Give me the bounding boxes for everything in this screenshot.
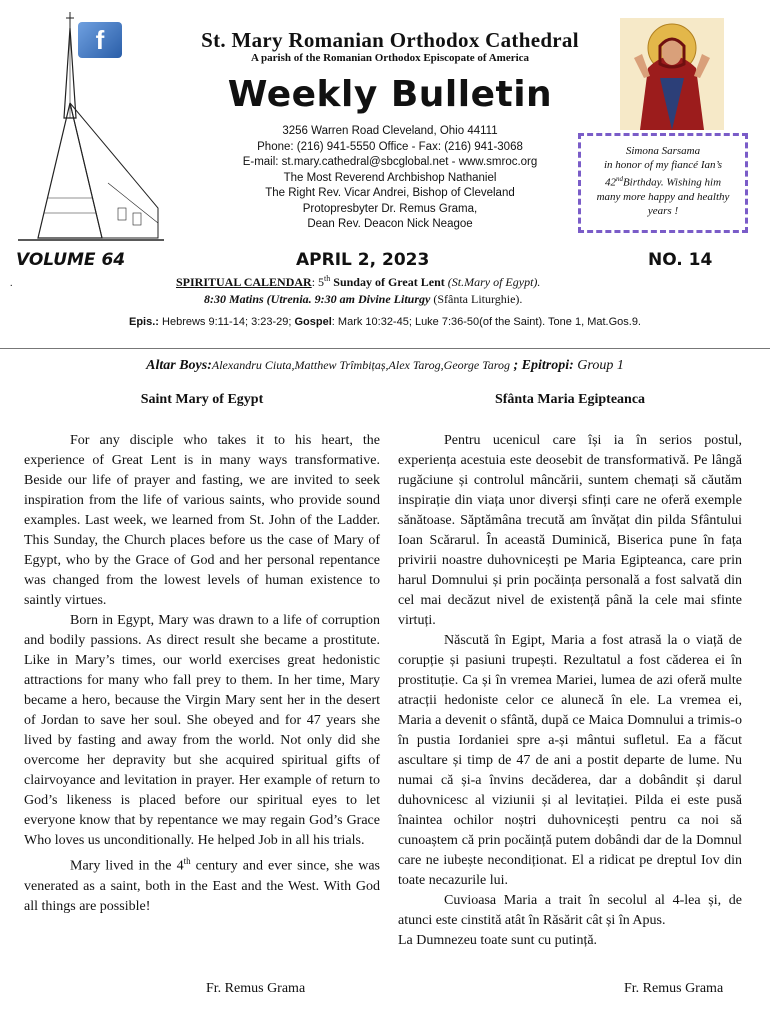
archbishop-line: The Most Reverend Archbishop Nathaniel bbox=[283, 171, 497, 184]
romanian-signature: Fr. Remus Grama bbox=[624, 981, 724, 996]
stray-mark: . bbox=[10, 278, 13, 289]
contact-block bbox=[190, 124, 590, 233]
english-article: For any disciple who takes it to his heart, the experience of Great Lent is in many ways transformative. Beside our life of prayer and fasting, we are invited to seek inspiration from the life of various saints, who provide sound examples. Last week, we learned from St. John of the Ladder. This Sunday, the Church places before us the case of Mary of Egypt, who by the Grace of God and her personal repentance was changed from the lowest levels of human existence to saintly virtues. Born in Egypt, Mary was drawn to a life of corruption and bodily passions. As direct result she became a prostitute. Like in Mary’s times, our world exercises great hedonistic attractions for many who fall prey to them. In her time, Mary became a hero, because the Virgin Mary sent her in the desert of Jordan to save her soul. She obeyed and for 47 years she lived by fasting and away from the world. Not only did she overcome her depravity but she acquired spiritual gifts of clairvoyance and levitation in prayer. Her example of return to God’s likeness is placed before our spiritual eyes to let everyone know that by repentance we may regain God’s Grace Who loves us unconditionally. He helped Job in all his trials. Mary lived in the 4th century and ever since, she was venerated as a saint, both in the East and the West. With God all things are possible! bbox=[24, 433, 381, 914]
issue-date: APRIL 2, 2023 bbox=[296, 250, 430, 270]
phone-line: Phone: (216) 941-5550 Office - Fax: (216) 941-3068 bbox=[257, 140, 523, 153]
bishop-line: The Right Rev. Vicar Andrei, Bishop of Cleveland bbox=[265, 187, 515, 199]
volume-label: VOLUME 64 bbox=[16, 250, 126, 270]
english-heading: Saint Mary of Egypt bbox=[140, 392, 264, 407]
divider bbox=[0, 348, 770, 349]
parish-subtitle: A parish of the Romanian Orthodox Episcopate of America bbox=[250, 52, 530, 64]
saint-mary-icon bbox=[620, 18, 724, 130]
protopresbyter-line: Protopresbyter Dr. Remus Grama, bbox=[302, 202, 478, 215]
address-line: 3256 Warren Road Cleveland, Ohio 44111 bbox=[282, 125, 498, 137]
romanian-article: Pentru ucenicul care își ia în serios postul, experiența acestuia este deosebit de transformativă. Pe lângă rugăciune și controlul mâncării, suntem chemați să căutăm inspirație din viața unor diverși sfinți care ne oferă exemple sănătoase. Săptămâna trecută am învățat din pilda Sfântului Ioan Scărarul. În această Duminică, Biserica pune în fața privirii noastre duhovnicești pe Maria Egipteanca, care prin harul Domnului și prin pocăința personală a fost salvată din cel mai decăzut nivel de existență până la cele mai sfinte virtuți. Născută în Egipt, Maria a fost atrasă la o viață de corupție și pasiuni trupești. Rezultatul a fost căderea ei în prostituție. Ca și în vremea Mariei, lumea de azi oferă multe atracții hedoniste celor ce alunecă în ele. La vremea ei, Maria a devenit o sfântă, după ce Maica Domnului a trimis-o în pustia Iordaniei spre a-și mântui sufletul. Ea a făcut ascultare și timp de 47 de ani a postit departe de lume. Nu numai că și-a învins decăderea, dar a dobândit și darul duhovnicesc al viziunii și al levitației. Pilda ei este pusă înaintea ochilor noștri duhovnicești pentru ca noi să cunoaștem că prin pocăință putem dobândi dar de la Domnul care ne iubește necondiționat. El a ridicat pe dreptul Iov din toate necazurile lui. Cuvioasa Maria a trait în secolul al 4-lea și, de atunci este cinstită atât în Răsărit cât și în Apus. La Dumnezeu toate sunt cu putință. bbox=[398, 433, 742, 948]
english-signature: Fr. Remus Grama bbox=[206, 981, 306, 996]
dean-line: Dean Rev. Deacon Nick Neagoe bbox=[307, 218, 473, 230]
email-line[interactable]: E-mail: st.mary.cathedral@sbcglobal.net - www.smroc.org bbox=[242, 156, 538, 168]
facebook-icon[interactable]: f bbox=[78, 22, 122, 58]
altar-boys-line: Altar Boys:Alexandru Ciuta,Matthew Trîmbițaș,Alex Tarog,George Tarog ; Epitropi: Group 1 bbox=[146, 358, 624, 373]
bulletin-title: Weekly Bulletin bbox=[227, 74, 553, 115]
scripture-readings: Epis.: Hebrews 9:11-14; 3:23-29; Gospel: Mark 10:32-45; Luke 7:36-50(of the Saint). Tone 1, Mat.Gos.9. bbox=[129, 316, 641, 328]
spiritual-calendar: SPIRITUAL CALENDAR: 5th Sunday of Great Lent (St.Mary of Egypt). 8:30 Matins (Utrenia. 9:30 am Divine Liturgy (Sfânta Liturghie). bbox=[176, 274, 541, 306]
dedication-box: Simona Sarsama in honor of my fiancé Ian’s 42ndBirthday. Wishing him many more happy and healthy years ! bbox=[578, 133, 748, 233]
romanian-heading: Sfânta Maria Egipteanca bbox=[494, 392, 646, 407]
issue-number: NO. 14 bbox=[648, 250, 713, 270]
parish-title: St. Mary Romanian Orthodox Cathedral bbox=[201, 28, 579, 52]
